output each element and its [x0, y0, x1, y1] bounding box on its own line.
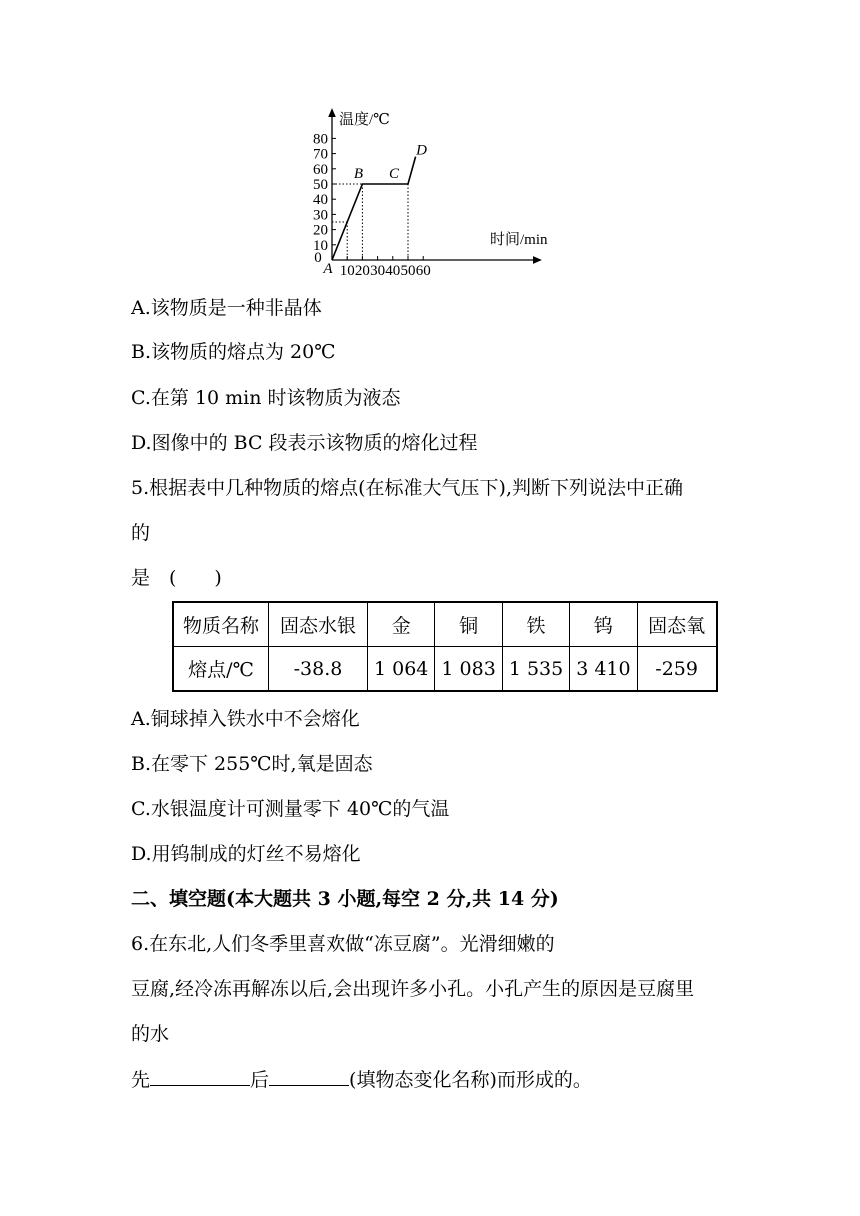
y-tick-label: 20 — [313, 222, 328, 239]
x-tick-label: 30 — [370, 263, 386, 279]
origin-label: 0 — [314, 250, 322, 266]
point-label: D — [416, 142, 428, 159]
q4-option-a: A.该物质是一种非晶体 — [131, 297, 322, 319]
q6-prefix: 先 — [131, 1069, 151, 1091]
q4-option-d: D.图像中的 BC 段表示该物质的熔化过程 — [131, 432, 478, 454]
temperature-time-chart — [290, 100, 550, 280]
point-label: C — [388, 166, 400, 182]
q6-line4 — [131, 1067, 592, 1092]
y-tick-label: 60 — [313, 161, 328, 178]
y-tick-label: 30 — [313, 207, 328, 224]
table-cell: 铁 — [502, 602, 569, 647]
section-heading: 二、填空题(本大题共 3 小题,每空 2 分,共 14 分) — [131, 888, 559, 910]
table-cell: -38.8 — [269, 647, 368, 692]
y-tick-label: 40 — [313, 192, 328, 209]
y-tick-label: 10 — [313, 237, 328, 254]
q5-option-d: D.用钨制成的灯丝不易熔化 — [131, 843, 361, 865]
table-cell: 钨 — [570, 602, 637, 647]
x-tick-label: 50 — [400, 263, 416, 279]
table-cell: 固态氧 — [637, 602, 717, 647]
table-cell: 熔点/℃ — [173, 647, 269, 692]
x-tick-label: 60 — [415, 263, 431, 279]
table-cell: 金 — [368, 602, 435, 647]
table-cell: 铜 — [435, 602, 502, 647]
q5-option-b: B.在零下 255℃时,氧是固态 — [131, 753, 373, 775]
table-row — [173, 647, 717, 692]
table-header-row — [173, 602, 717, 647]
y-tick-label: 50 — [313, 177, 328, 193]
table-cell: -259 — [637, 647, 717, 692]
melting-point-table — [172, 601, 718, 692]
q6-line1: 6.在东北,人们冬季里喜欢做“冻豆腐”。光滑细嫩的 — [131, 933, 555, 955]
y-tick-label: 80 — [313, 131, 328, 148]
q6-middle: 后 — [250, 1069, 270, 1091]
x-tick-label: 40 — [385, 263, 401, 279]
table-cell: 1 064 — [368, 647, 435, 692]
table-cell: 物质名称 — [173, 602, 269, 647]
q5-stem-line1: 5.根据表中几种物质的熔点(在标准大气压下),判断下列说法中正确 — [131, 477, 683, 499]
table-cell: 1 535 — [502, 647, 569, 692]
point-label: A — [323, 261, 333, 277]
q5-stem-line2: 的 — [131, 522, 151, 544]
q5-option-c: C.水银温度计可测量零下 40℃的气温 — [131, 798, 450, 820]
x-tick-label: 20 — [354, 263, 370, 279]
y-axis-label: 温度/℃ — [339, 112, 390, 128]
q6-line2: 豆腐,经冷冻再解冻以后,会出现许多小孔。小孔产生的原因是豆腐里 — [131, 978, 695, 1000]
table-cell: 1 083 — [435, 647, 502, 692]
y-tick-label: 70 — [313, 146, 328, 163]
q6-line3: 的水 — [131, 1023, 170, 1045]
q6-suffix: (填物态变化名称)而形成的。 — [349, 1069, 592, 1091]
series-line — [332, 157, 416, 260]
fill-blank-1[interactable] — [150, 1067, 250, 1086]
q4-option-b: B.该物质的熔点为 20℃ — [131, 341, 336, 363]
x-axis-label: 时间/min — [490, 232, 548, 248]
x-tick-label: 10 — [339, 263, 355, 279]
fill-blank-2[interactable] — [269, 1067, 349, 1086]
table-cell: 固态水银 — [269, 602, 368, 647]
table-cell: 3 410 — [570, 647, 637, 692]
q5-option-a: A.铜球掉入铁水中不会熔化 — [131, 708, 360, 730]
q5-stem-line3: 是 ( ) — [131, 567, 222, 589]
point-label: B — [353, 166, 363, 182]
q4-option-c: C.在第 10 min 时该物质为液态 — [131, 387, 401, 409]
